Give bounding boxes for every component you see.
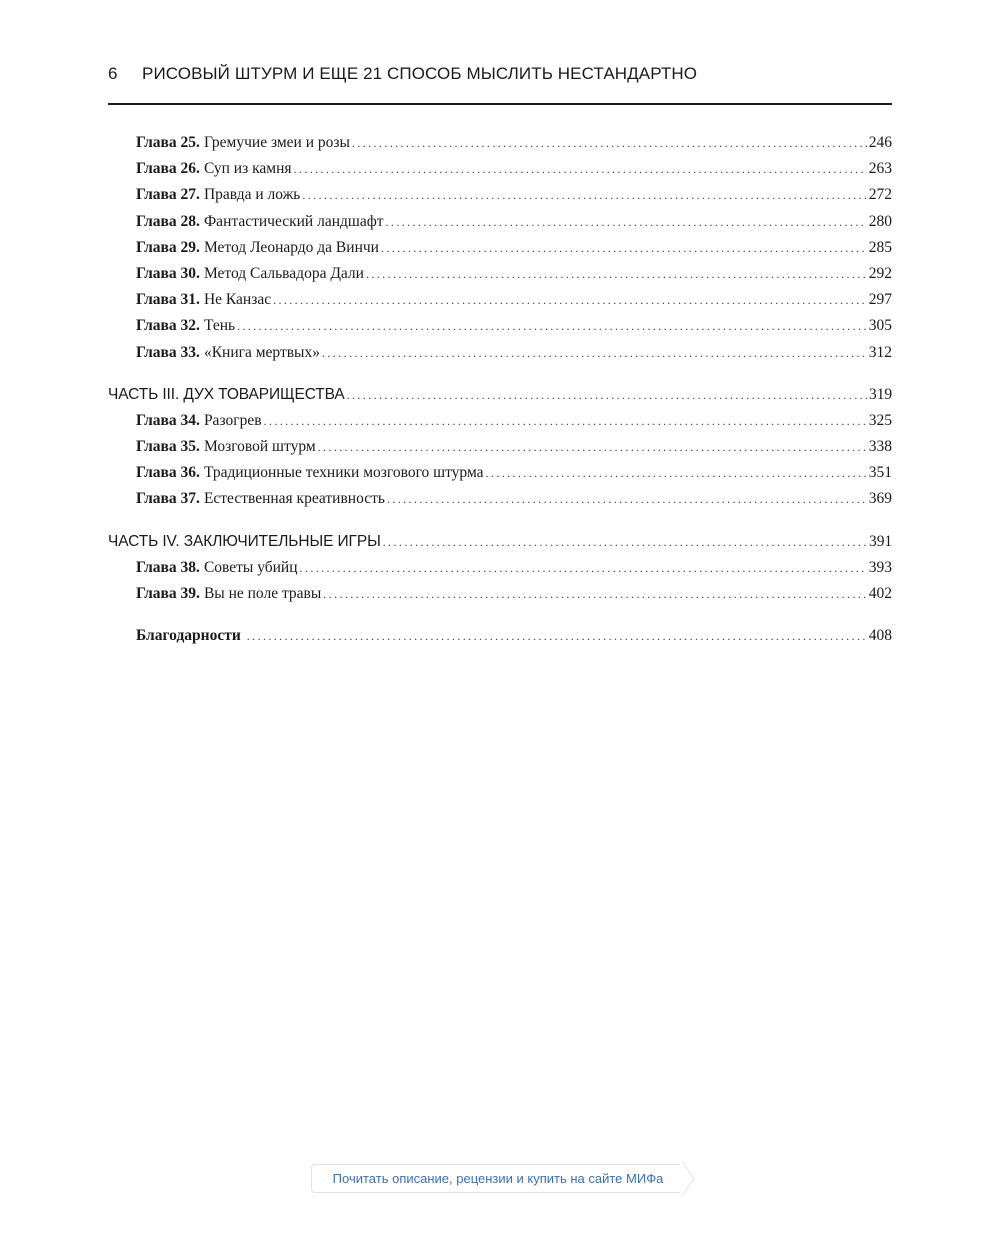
chapter-label: Глава 33. — [136, 343, 200, 361]
toc-entry-chapter-26[interactable] — [108, 156, 892, 182]
dot-leader — [386, 209, 867, 235]
page-ref: 285 — [868, 238, 892, 256]
dot-leader — [273, 287, 867, 313]
chapter-label: Глава 37. — [136, 490, 200, 508]
dot-leader — [300, 555, 867, 581]
dot-leader — [352, 130, 867, 156]
toc-entry-chapter-39[interactable] — [108, 581, 892, 607]
dot-leader — [486, 460, 867, 486]
chapter-label: Глава 27. — [136, 186, 200, 204]
toc-entry-chapter-31[interactable] — [108, 287, 892, 313]
page-ref: 391 — [869, 532, 892, 550]
running-header — [108, 64, 892, 84]
toc-entry-part-3[interactable] — [108, 382, 892, 408]
page-ref: 272 — [868, 186, 892, 204]
chapter-title: Метод Леонардо да Винчи — [203, 238, 379, 256]
dot-leader — [366, 261, 867, 287]
running-title: РИСОВЫЙ ШТУРМ И ЕЩЕ 21 СПОСОБ МЫСЛИТЬ НЕСТАНДАРТНО — [142, 64, 698, 83]
chapter-title: Фантастический ландшафт — [203, 212, 384, 230]
dot-leader — [318, 434, 867, 460]
toc-entry-chapter-36[interactable] — [108, 460, 892, 486]
chapter-label: Глава 25. — [136, 134, 200, 151]
chapter-label: Глава 29. — [136, 238, 200, 256]
toc-entry-chapter-29[interactable] — [108, 235, 892, 261]
dot-leader — [381, 235, 867, 261]
part-title: ЧАСТЬ III. ДУХ ТОВАРИЩЕСТВА — [108, 385, 345, 403]
page-ref: 246 — [868, 134, 892, 151]
header-rule — [108, 103, 892, 105]
page-ref: 292 — [868, 264, 892, 282]
chapter-title: Советы убийц — [203, 558, 298, 576]
chapter-label: Глава 36. — [136, 464, 200, 482]
page-ref: 338 — [868, 438, 892, 456]
chapter-label: Глава 28. — [136, 212, 200, 230]
page-ref: 319 — [869, 385, 892, 403]
dot-leader — [237, 313, 867, 339]
toc-entry-chapter-35[interactable] — [108, 434, 892, 460]
chapter-title: Естественная креативность — [203, 490, 385, 508]
acknowledgements-label: Благодарности — [136, 627, 241, 645]
page-ref: 393 — [868, 558, 892, 576]
toc-entry-chapter-32[interactable] — [108, 313, 892, 339]
dot-leader — [294, 156, 867, 182]
toc-entry-part-4[interactable] — [108, 529, 892, 555]
dot-leader — [302, 182, 866, 208]
chapter-label: Глава 34. — [136, 411, 200, 429]
page-ref: 408 — [868, 627, 892, 645]
toc-entry-chapter-37[interactable] — [108, 486, 892, 512]
dot-leader — [383, 529, 867, 555]
chapter-label: Глава 30. — [136, 264, 200, 282]
page-ref: 263 — [868, 160, 892, 178]
page-ref: 402 — [868, 585, 892, 602]
page-ref: 351 — [868, 464, 892, 482]
toc-entry-chapter-30[interactable] — [108, 261, 892, 287]
toc-entry-chapter-27[interactable] — [108, 182, 892, 208]
dot-leader — [264, 408, 867, 434]
toc-entry-chapter-25[interactable] — [108, 130, 892, 156]
arrow-tab-shape — [670, 1161, 694, 1196]
chapter-label: Глава 32. — [136, 317, 200, 335]
toc-entry-chapter-28[interactable] — [108, 209, 892, 235]
store-link-text: Почитать описание, рецензии и купить на сайте МИФа — [332, 1171, 664, 1186]
dot-leader — [322, 340, 867, 366]
chapter-label: Глава 31. — [136, 291, 200, 309]
page-ref: 325 — [868, 411, 892, 429]
chapter-label: Глава 26. — [136, 160, 200, 178]
dot-leader — [323, 581, 866, 607]
chapter-title: Суп из камня — [203, 160, 292, 178]
page-ref: 305 — [868, 317, 892, 335]
chapter-title: Правда и ложь — [203, 186, 301, 204]
toc-entry-chapter-34[interactable] — [108, 408, 892, 434]
chapter-title: Разогрев — [203, 411, 262, 429]
page-ref: 369 — [868, 490, 892, 508]
chapter-title: Вы не поле травы — [203, 585, 322, 602]
chapter-title: Традиционные техники мозгового штурма — [203, 464, 484, 482]
dot-leader — [247, 623, 867, 649]
chapter-title: Мозговой штурм — [203, 438, 316, 456]
chapter-title: Метод Сальвадора Дали — [203, 264, 364, 282]
dot-leader — [387, 486, 867, 512]
toc-entry-chapter-38[interactable] — [108, 555, 892, 581]
store-link-button[interactable] — [311, 1164, 685, 1193]
chapter-title: «Книга мертвых» — [203, 343, 320, 361]
chapter-label: Глава 35. — [136, 438, 200, 456]
page-ref: 312 — [868, 343, 892, 361]
chapter-title: Гремучие змеи и розы — [203, 134, 350, 151]
chapter-title: Не Канзас — [203, 291, 272, 309]
table-of-contents — [108, 130, 892, 649]
page-ref: 297 — [868, 291, 892, 309]
page-number: 6 — [108, 64, 118, 83]
chapter-label: Глава 39. — [136, 585, 200, 602]
page-ref: 280 — [868, 212, 892, 230]
toc-entry-acknowledgements[interactable] — [108, 623, 892, 649]
toc-entry-chapter-33[interactable] — [108, 340, 892, 366]
part-title: ЧАСТЬ IV. ЗАКЛЮЧИТЕЛЬНЫЕ ИГРЫ — [108, 532, 381, 550]
dot-leader — [347, 382, 867, 408]
chapter-label: Глава 38. — [136, 558, 200, 576]
chapter-title: Тень — [203, 317, 236, 335]
